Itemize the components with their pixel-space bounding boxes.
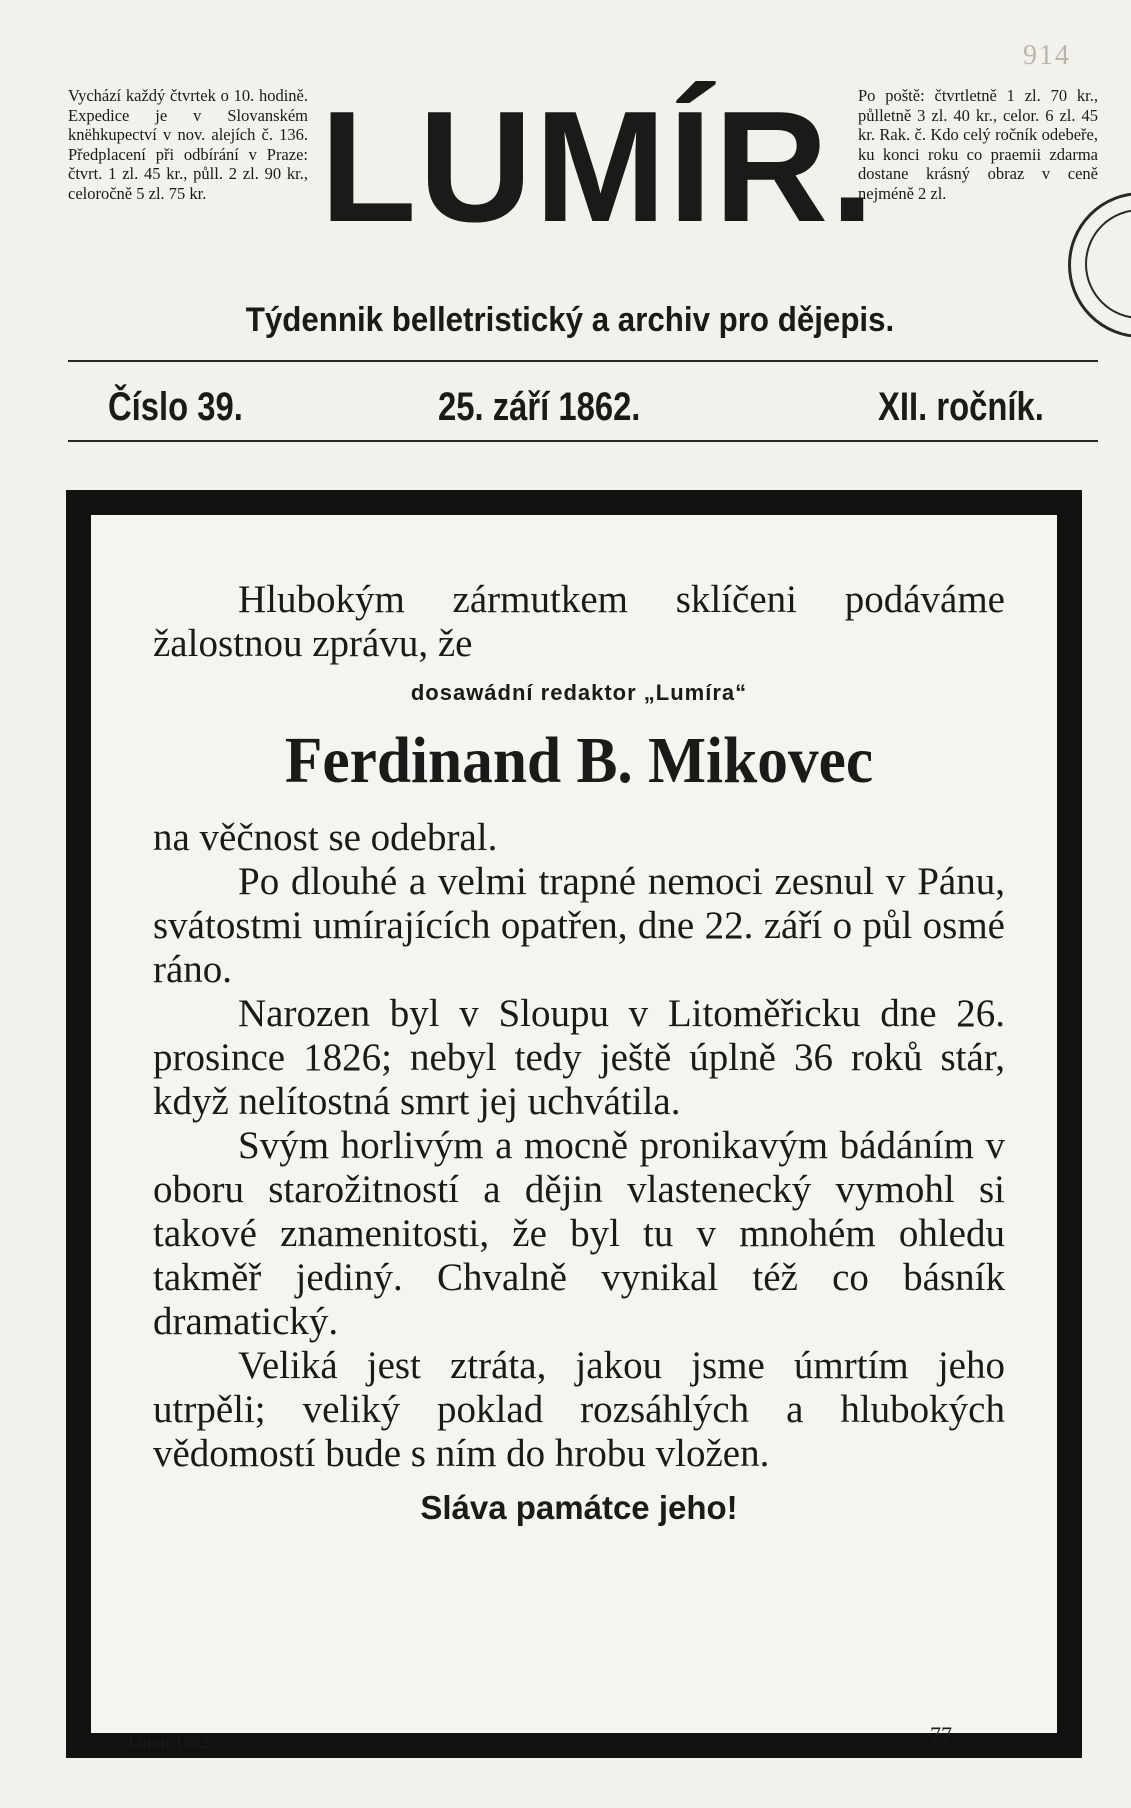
notice-paragraph-1: na věčnost se odebral. <box>153 816 498 859</box>
header-rule-bottom <box>68 440 1098 442</box>
notice-closing: Sláva památce jeho! <box>420 1489 738 1526</box>
issue-date: 25. září 1862. <box>438 385 641 429</box>
subscription-info-right: Po poště: čtvrtletně 1 zl. 70 kr., půlletně 3 zl. 40 kr., celor. 6 zl. 45 kr. Rak. č. Kdo celý ročník odebeře, ku konci roku co praemii zdarma dostane krásný obraz v ceně nejméně 2 zl. <box>858 86 1098 203</box>
notice-kicker: dosawádní redaktor „Lumíra“ <box>410 680 748 705</box>
notice-opening: Hlubokým zármutkem sklíčeni podáváme žalostnou zprávu, že <box>153 578 1005 665</box>
issue-number: Číslo 39. <box>108 385 243 429</box>
footer-sheet-number: 77 <box>930 1722 952 1747</box>
header-rule-top <box>68 360 1098 362</box>
notice-paragraph-3: Narozen byl v Sloupu v Litoměřicku dne 26. prosince 1826; nebyl tedy ještě úplně 36 roků stár, když nelítostná smrt jej uchvátila. <box>153 992 1005 1123</box>
obituary-notice <box>153 578 1005 1530</box>
subscription-info-left: Vychází každý čtvrtek o 10. hodině. Expedice je v Slovanském knëhkupectví v nov. alejích č. 136. Předplacení při odbírání v Praze: čtvrt. 1 zl. 45 kr., půll. 2 zl. 90 kr., celoročně 5 zl. 75 kr. <box>68 86 308 203</box>
library-stamp <box>1068 192 1131 338</box>
masthead-subtitle: Týdennik belletristický a archiv pro dějepis. <box>245 301 895 339</box>
issue-line <box>108 380 1072 434</box>
notice-paragraph-5: Veliká jest ztráta, jakou jsme úmrtím jeho utrpěli; veliký poklad rozsáhlých a hlubokých vědomostí bude s ním do hrobu vložen. <box>153 1344 1005 1475</box>
masthead-title: LUMÍR. <box>320 79 877 255</box>
footer-imprint: Lumír 1862. <box>128 1733 213 1752</box>
notice-paragraph-2: Po dlouhé a velmi trapné nemoci zesnul v Pánu, svátostmi umírajících opatřen, dne 22. září o půl osmé ráno. <box>153 860 1005 991</box>
issue-volume: XII. ročník. <box>878 385 1044 429</box>
notice-paragraph-4: Svým horlivým a mocně pronikavým bádáním v oboru starožitností a dějin vlastenecký vymohl si takové znamenitosti, že byl tu v mnohém ohledu takměř jediný. Chvalně vynikal též co básník dramatický. <box>153 1124 1005 1343</box>
deceased-name: Ferdinand B. Mikovec <box>284 724 874 797</box>
page-number: 914 <box>1023 40 1071 71</box>
